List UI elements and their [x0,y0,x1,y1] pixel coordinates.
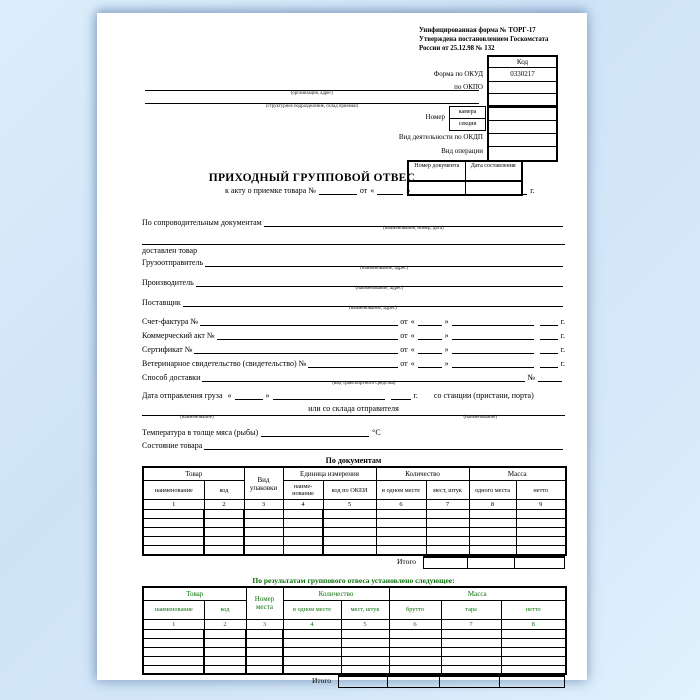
consignor-label: Грузоотправитель [142,257,204,267]
table2-total-row [142,675,565,688]
date-year-line [540,317,558,326]
table1-empty-row [143,528,566,537]
delivery-method-caption: (вид транспортного средства) [332,381,396,386]
accompanying-docs-line [264,217,563,231]
table1-sub-header: наименование код наиме-нование код по ОКЕИ в одном месте мест, штук одного места нетто [143,481,566,500]
total-cell [499,677,564,687]
invoice-label: Счет-фактура № [142,316,199,326]
temperature-label: Температура в толще мяса (рыбы) [142,428,259,438]
day-line [377,186,403,195]
table2-group-header: Товар Номер места Количество Масса [143,587,566,601]
okud-label: Форма по ОКУД [433,70,483,78]
total-cell [467,558,514,568]
act-number-line [319,186,357,195]
table1-title: По документам [325,456,382,466]
total-cell [387,677,439,687]
table2-empty-row [143,629,566,638]
kamera-value-cell [489,108,556,120]
nomer-label: Номер [425,113,445,121]
month-line [413,186,499,195]
table1-empty-row [143,510,566,519]
organization-line [145,82,479,91]
transport-number-line [538,373,562,382]
celsius-label: °С [372,428,381,438]
subtitle-text: к акту о приемке товара № [225,186,316,195]
form-note-line: Утверждена постановлением Госкомстата [419,35,549,43]
commercial-act-row: Коммерческий акт № от « » г. [142,330,565,340]
delivery-method-row [142,372,565,386]
okdp-value-cell [489,133,556,146]
kamera-label-cell: камера [449,106,486,119]
certificate-label: Сертификат № [142,344,193,354]
warehouse-line-row [142,404,565,421]
condition-row [142,440,565,450]
year-token: г. [530,186,535,195]
from-station-label: со станции (пристани, порта) [433,391,534,400]
table2-sub-header: наименование код в одном месте мест, штук брутто тара нетто [143,600,566,619]
form-page [97,13,587,686]
table2-total-label: Итого [312,676,331,686]
blank-field-line [142,227,565,245]
total-cell [424,558,467,568]
condition-line [204,440,563,450]
delivery-method-label: Способ доставки [142,372,201,382]
producer-row [142,277,565,291]
supplier-caption: (наименование, адрес) [348,306,397,311]
year-line [505,186,527,195]
unified-form-note [419,27,587,53]
condition-label: Состояние товара [142,441,203,451]
consignor-caption: (наименование, адрес) [360,266,408,271]
subdivision-line [145,95,479,104]
invoice-row: Счет-фактура № от « » г. [142,316,565,326]
consignor-line [205,257,563,271]
operation-value-cell [489,146,556,160]
sekciya-label-cell: секция [449,118,486,131]
table1-empty-row [143,546,566,555]
form-header-section [97,13,587,213]
table1-total-cells [423,556,565,569]
table1-total-label: Итого [397,556,416,566]
table1-empty-row [143,519,566,528]
table2-number-row: 1 2 3 4 5 6 7 8 [143,619,566,629]
table1-empty-row [143,537,566,546]
number-sign: № [527,372,535,382]
accompanying-docs-label: По сопроводительным документам [142,217,262,227]
certificate-row: Сертификат № от « » г. [142,344,565,354]
supplier-row [142,297,565,311]
dispatch-date-row: Дата отправления груза « » г. со станции (пристани, порта) [142,391,534,400]
vet-certificate-line [308,358,398,368]
subtitle-row [225,186,565,195]
doc-date-header-cell: Дата составления [466,162,522,182]
date-month-line [452,317,534,326]
warehouse-caption-right: (наименование) [463,415,498,421]
okdp-label: Вид деятельности по ОКДП [398,133,483,141]
commercial-act-line [217,330,399,340]
code-box-lower [487,106,558,162]
table1-number-row: 1 2 3 4 5 6 7 8 9 [143,500,566,510]
ot-token: от [359,186,368,195]
invoice-line [200,316,398,326]
kod-header: Код [516,58,529,66]
code-box-upper [487,55,558,107]
table1-total-row [142,556,565,569]
doc-number-header-cell: Номер документа [409,162,466,182]
delivery-method-line [202,372,525,386]
table2-empty-row [143,656,566,665]
okpo-label: по ОКПО [454,83,483,91]
sekciya-value-cell [489,120,556,133]
form-note-line: Унифицированная форма № ТОРГ-17 [419,27,536,34]
okpo-value-cell [489,81,556,93]
table2-empty-row [143,647,566,656]
temperature-row [142,428,565,437]
total-cell [439,677,499,687]
form-body [142,214,565,688]
producer-line [196,277,563,291]
temperature-line [261,428,369,437]
producer-caption: (наименование, адрес) [355,286,404,291]
raquo-token: » [406,186,411,195]
organization-caption: (организация, адрес) [290,91,334,96]
page-title: ПРИХОДНЫЙ ГРУППОВОЙ ОТВЕС [208,172,416,184]
okud-value: 0330217 [489,67,556,81]
delivered-goods-label: доставлен товар [142,246,198,255]
warehouse-caption-left: (наименование) [180,415,214,421]
commercial-act-label: Коммерческий акт № [142,330,215,340]
laquo-token: « [370,186,375,195]
certificate-line [194,344,398,354]
total-cell [339,677,387,687]
or-warehouse-label: или со склада отправителя [308,404,399,414]
vet-certificate-row: Ветеринарное свидетельство (свидетельство) № от « » г. [142,358,565,368]
producer-label: Производитель [142,277,194,287]
form-note-line: России от 25.12.98 № 132 [419,44,495,52]
consignor-row [142,257,565,271]
weighing-results-table [142,586,567,676]
table2-empty-row [143,638,566,647]
total-cell [514,558,564,568]
table1-group-header: Товар Вид упаковки Единица измерения Количество Масса [143,467,566,481]
table2-empty-row [143,665,566,674]
by-documents-table [142,466,567,556]
date-day-line [418,317,442,326]
table2-title: По результатам группового отвеса установлено следующее: [252,575,455,585]
supplier-line [183,297,563,311]
vet-certificate-label: Ветеринарное свидетельство (свидетельство) № [142,358,307,368]
table2-total-cells [338,675,565,688]
subdivision-caption: (структурное подразделение, склад приемки) [265,104,359,109]
empty-code-cell [489,93,556,105]
operation-label: Вид операции [441,147,483,155]
accompanying-docs-row [142,217,565,231]
accompanying-docs-caption: (наименование, номер, дата) [383,226,444,231]
dispatch-date-label: Дата отправления груза [142,391,223,400]
supplier-label: Поставщик [142,297,181,307]
